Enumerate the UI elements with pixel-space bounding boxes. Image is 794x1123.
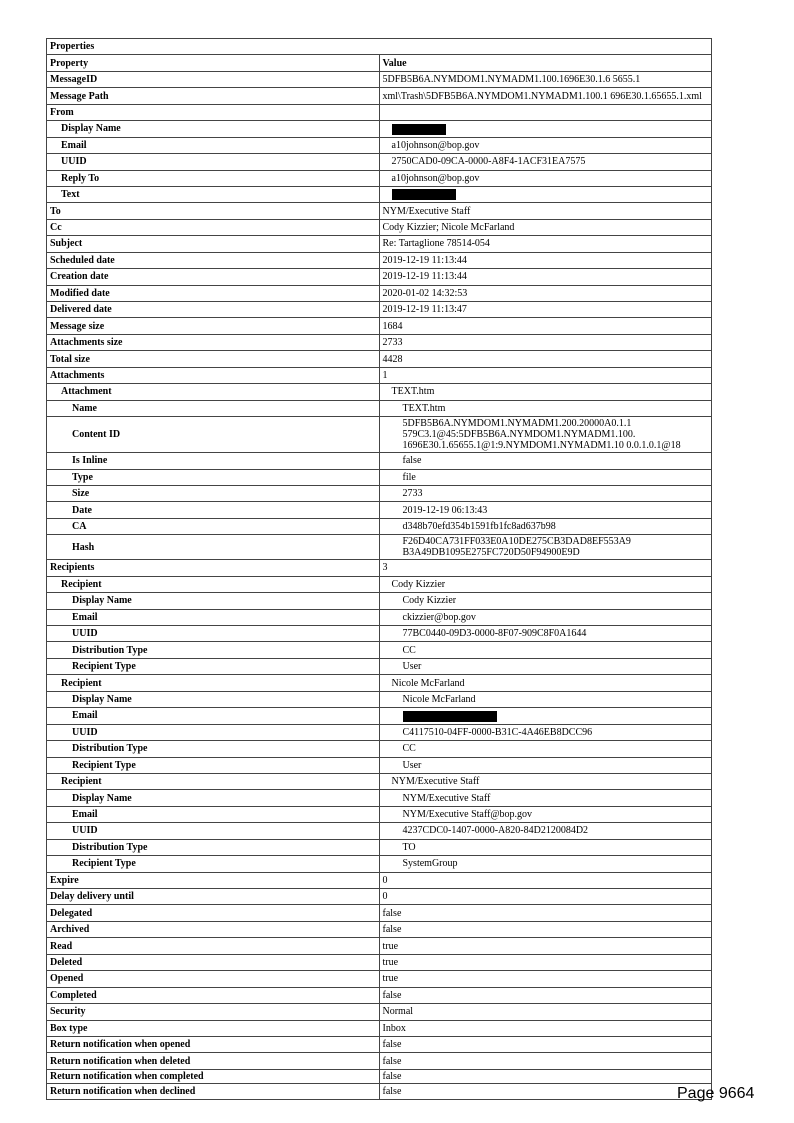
property-value: 77BC0440-09D3-0000-8F07-909C8F0A1644 bbox=[379, 626, 712, 642]
property-value: true bbox=[379, 971, 712, 987]
table-row bbox=[47, 104, 712, 120]
table-row bbox=[47, 137, 712, 153]
table-row bbox=[47, 626, 712, 642]
table-row bbox=[47, 757, 712, 773]
redaction-box bbox=[392, 124, 446, 135]
property-value: Re: Tartaglione 78514-054 bbox=[379, 236, 712, 252]
table-row bbox=[47, 469, 712, 485]
property-value bbox=[379, 708, 712, 724]
property-value: 2019-12-19 06:13:43 bbox=[379, 502, 712, 518]
table-row bbox=[47, 1020, 712, 1036]
property-value: true bbox=[379, 938, 712, 954]
property-value: Cody Kizzier bbox=[379, 576, 712, 592]
table-row bbox=[47, 1083, 712, 1099]
property-name: Security bbox=[47, 1004, 380, 1020]
table-row bbox=[47, 1004, 712, 1020]
property-name: Archived bbox=[47, 921, 380, 937]
property-name: Expire bbox=[47, 872, 380, 888]
table-row bbox=[47, 773, 712, 789]
table-row bbox=[47, 252, 712, 268]
table-row bbox=[47, 856, 712, 872]
table-row bbox=[47, 121, 712, 137]
table-row bbox=[47, 839, 712, 855]
property-value: xml\Trash\5DFB5B6A.NYMDOM1.NYMADM1.100.1 696E30.1.65655.1.xml bbox=[379, 88, 712, 104]
property-value: a10johnson@bop.gov bbox=[379, 170, 712, 186]
property-name: Email bbox=[47, 708, 380, 724]
property-value: 2020-01-02 14:32:53 bbox=[379, 285, 712, 301]
property-name: Delegated bbox=[47, 905, 380, 921]
property-name: Box type bbox=[47, 1020, 380, 1036]
property-name: Display Name bbox=[47, 790, 380, 806]
property-value: d348b70efd354b1591fb1fc8ad637b98 bbox=[379, 518, 712, 534]
properties-table bbox=[46, 38, 712, 1100]
property-name: Is Inline bbox=[47, 453, 380, 469]
table-row bbox=[47, 971, 712, 987]
property-value: 2019-12-19 11:13:44 bbox=[379, 252, 712, 268]
redaction-box bbox=[392, 189, 456, 200]
table-row bbox=[47, 1036, 712, 1052]
property-name: Size bbox=[47, 485, 380, 501]
property-value: a10johnson@bop.gov bbox=[379, 137, 712, 153]
table-row bbox=[47, 560, 712, 576]
table-row bbox=[47, 987, 712, 1003]
property-name: Delivered date bbox=[47, 302, 380, 318]
table-row bbox=[47, 485, 712, 501]
property-name: From bbox=[47, 104, 380, 120]
table-row bbox=[47, 609, 712, 625]
property-name: Display Name bbox=[47, 691, 380, 707]
property-value: false bbox=[379, 453, 712, 469]
property-name: Return notification when deleted bbox=[47, 1053, 380, 1069]
property-name: Delay delivery until bbox=[47, 889, 380, 905]
property-value: 5DFB5B6A.NYMDOM1.NYMADM1.100.1696E30.1.6 5655.1 bbox=[379, 71, 712, 87]
property-value: CC bbox=[379, 642, 712, 658]
property-column-header: Property bbox=[47, 55, 380, 71]
property-value: true bbox=[379, 954, 712, 970]
property-value: false bbox=[379, 1053, 712, 1069]
property-value: 4428 bbox=[379, 351, 712, 367]
property-name: Recipient Type bbox=[47, 856, 380, 872]
property-name: Completed bbox=[47, 987, 380, 1003]
property-name: Date bbox=[47, 502, 380, 518]
property-name: Name bbox=[47, 400, 380, 416]
property-name: Message Path bbox=[47, 88, 380, 104]
property-value: CC bbox=[379, 741, 712, 757]
property-name: Creation date bbox=[47, 269, 380, 285]
property-value: Nicole McFarland bbox=[379, 675, 712, 691]
property-value: false bbox=[379, 1069, 712, 1083]
property-value: 2019-12-19 11:13:47 bbox=[379, 302, 712, 318]
property-value: false bbox=[379, 1083, 712, 1099]
property-value: ckizzier@bop.gov bbox=[379, 609, 712, 625]
table-row bbox=[47, 938, 712, 954]
property-value: 0 bbox=[379, 872, 712, 888]
table-row bbox=[47, 302, 712, 318]
property-name: Recipient bbox=[47, 675, 380, 691]
table-row bbox=[47, 642, 712, 658]
table-row bbox=[47, 921, 712, 937]
table-row bbox=[47, 1053, 712, 1069]
table-row bbox=[47, 593, 712, 609]
table-row bbox=[47, 872, 712, 888]
property-name: Display Name bbox=[47, 121, 380, 137]
table-row bbox=[47, 790, 712, 806]
property-name: Recipient bbox=[47, 773, 380, 789]
property-name: Attachments size bbox=[47, 334, 380, 350]
table-row bbox=[47, 203, 712, 219]
property-name: Hash bbox=[47, 535, 380, 560]
property-value: false bbox=[379, 921, 712, 937]
property-name: Opened bbox=[47, 971, 380, 987]
property-name: UUID bbox=[47, 154, 380, 170]
property-value: 1684 bbox=[379, 318, 712, 334]
property-name: Email bbox=[47, 806, 380, 822]
table-row bbox=[47, 1069, 712, 1083]
table-row bbox=[47, 367, 712, 383]
property-name: Content ID bbox=[47, 417, 380, 453]
property-value: Inbox bbox=[379, 1020, 712, 1036]
table-row bbox=[47, 88, 712, 104]
property-name: Display Name bbox=[47, 593, 380, 609]
property-value: 2733 bbox=[379, 334, 712, 350]
property-name: Return notification when declined bbox=[47, 1083, 380, 1099]
property-value: 5DFB5B6A.NYMDOM1.NYMADM1.200.20000A0.1.1 579C3.1@45:5DFB5B6A.NYMDOM1.NYMADM1.100. 1696E30.1.65655.1@1:9.NYMDOM1.NYMADM1.10 0.0.1.0.1@18 bbox=[379, 417, 712, 453]
table-row bbox=[47, 219, 712, 235]
property-value: NYM/Executive Staff@bop.gov bbox=[379, 806, 712, 822]
property-name: UUID bbox=[47, 724, 380, 740]
property-value: NYM/Executive Staff bbox=[379, 203, 712, 219]
table-row bbox=[47, 170, 712, 186]
table-row bbox=[47, 334, 712, 350]
page-number: Page 9664 bbox=[677, 1085, 755, 1102]
property-value: TEXT.htm bbox=[379, 400, 712, 416]
property-value bbox=[379, 104, 712, 120]
property-name: Attachments bbox=[47, 367, 380, 383]
table-row bbox=[47, 708, 712, 724]
property-value: NYM/Executive Staff bbox=[379, 773, 712, 789]
property-name: Text bbox=[47, 186, 380, 202]
property-value: false bbox=[379, 987, 712, 1003]
property-value: TO bbox=[379, 839, 712, 855]
property-name: UUID bbox=[47, 823, 380, 839]
table-row bbox=[47, 269, 712, 285]
property-value: 2733 bbox=[379, 485, 712, 501]
property-name: Message size bbox=[47, 318, 380, 334]
property-value: 1 bbox=[379, 367, 712, 383]
property-name: Read bbox=[47, 938, 380, 954]
table-row bbox=[47, 417, 712, 453]
table-row bbox=[47, 236, 712, 252]
table-row bbox=[47, 658, 712, 674]
properties-table-body bbox=[47, 39, 712, 1100]
property-name: Type bbox=[47, 469, 380, 485]
table-title: Properties bbox=[47, 39, 712, 55]
table-row bbox=[47, 806, 712, 822]
property-value: Cody Kizzier; Nicole McFarland bbox=[379, 219, 712, 235]
table-row bbox=[47, 518, 712, 534]
table-row bbox=[47, 453, 712, 469]
table-row bbox=[47, 675, 712, 691]
table-row bbox=[47, 502, 712, 518]
property-name: Recipients bbox=[47, 560, 380, 576]
table-row bbox=[47, 954, 712, 970]
property-name: Scheduled date bbox=[47, 252, 380, 268]
table-row bbox=[47, 400, 712, 416]
property-value: Normal bbox=[379, 1004, 712, 1020]
property-name: Reply To bbox=[47, 170, 380, 186]
table-row bbox=[47, 285, 712, 301]
table-row bbox=[47, 889, 712, 905]
property-name: Return notification when completed bbox=[47, 1069, 380, 1083]
property-name: Modified date bbox=[47, 285, 380, 301]
property-name: Subject bbox=[47, 236, 380, 252]
property-name: MessageID bbox=[47, 71, 380, 87]
property-value: NYM/Executive Staff bbox=[379, 790, 712, 806]
property-value: 4237CDC0-1407-0000-A820-84D2120084D2 bbox=[379, 823, 712, 839]
property-value: 2750CAD0-09CA-0000-A8F4-1ACF31EA7575 bbox=[379, 154, 712, 170]
property-value bbox=[379, 186, 712, 202]
table-row bbox=[47, 318, 712, 334]
property-name: CA bbox=[47, 518, 380, 534]
property-name: UUID bbox=[47, 626, 380, 642]
property-value: 2019-12-19 11:13:44 bbox=[379, 269, 712, 285]
property-value: TEXT.htm bbox=[379, 384, 712, 400]
redaction-box bbox=[403, 711, 497, 722]
table-header-row bbox=[47, 55, 712, 71]
table-row bbox=[47, 154, 712, 170]
property-value: false bbox=[379, 1036, 712, 1052]
table-row bbox=[47, 71, 712, 87]
property-value: C4117510-04FF-0000-B31C-4A46EB8DCC96 bbox=[379, 724, 712, 740]
table-row bbox=[47, 576, 712, 592]
property-name: Cc bbox=[47, 219, 380, 235]
property-value: file bbox=[379, 469, 712, 485]
property-name: Distribution Type bbox=[47, 642, 380, 658]
table-row bbox=[47, 905, 712, 921]
property-value: Nicole McFarland bbox=[379, 691, 712, 707]
property-value: F26D40CA731FF033E0A10DE275CB3DAD8EF553A9 B3A49DB1095E275FC720D50F94900E9D bbox=[379, 535, 712, 560]
table-title-row bbox=[47, 39, 712, 55]
property-value: false bbox=[379, 905, 712, 921]
property-name: Recipient Type bbox=[47, 658, 380, 674]
property-name: Total size bbox=[47, 351, 380, 367]
table-row bbox=[47, 691, 712, 707]
table-row bbox=[47, 535, 712, 560]
property-value: User bbox=[379, 658, 712, 674]
property-value: 0 bbox=[379, 889, 712, 905]
property-value: 3 bbox=[379, 560, 712, 576]
property-name: Attachment bbox=[47, 384, 380, 400]
property-name: Distribution Type bbox=[47, 839, 380, 855]
table-row bbox=[47, 724, 712, 740]
property-name: Email bbox=[47, 609, 380, 625]
property-value: User bbox=[379, 757, 712, 773]
table-row bbox=[47, 186, 712, 202]
value-column-header: Value bbox=[379, 55, 712, 71]
property-name: To bbox=[47, 203, 380, 219]
table-row bbox=[47, 741, 712, 757]
property-name: Email bbox=[47, 137, 380, 153]
property-value: Cody Kizzier bbox=[379, 593, 712, 609]
property-name: Recipient bbox=[47, 576, 380, 592]
property-name: Deleted bbox=[47, 954, 380, 970]
property-value bbox=[379, 121, 712, 137]
table-row bbox=[47, 823, 712, 839]
property-name: Distribution Type bbox=[47, 741, 380, 757]
property-value: SystemGroup bbox=[379, 856, 712, 872]
property-name: Recipient Type bbox=[47, 757, 380, 773]
table-row bbox=[47, 384, 712, 400]
property-name: Return notification when opened bbox=[47, 1036, 380, 1052]
table-row bbox=[47, 351, 712, 367]
